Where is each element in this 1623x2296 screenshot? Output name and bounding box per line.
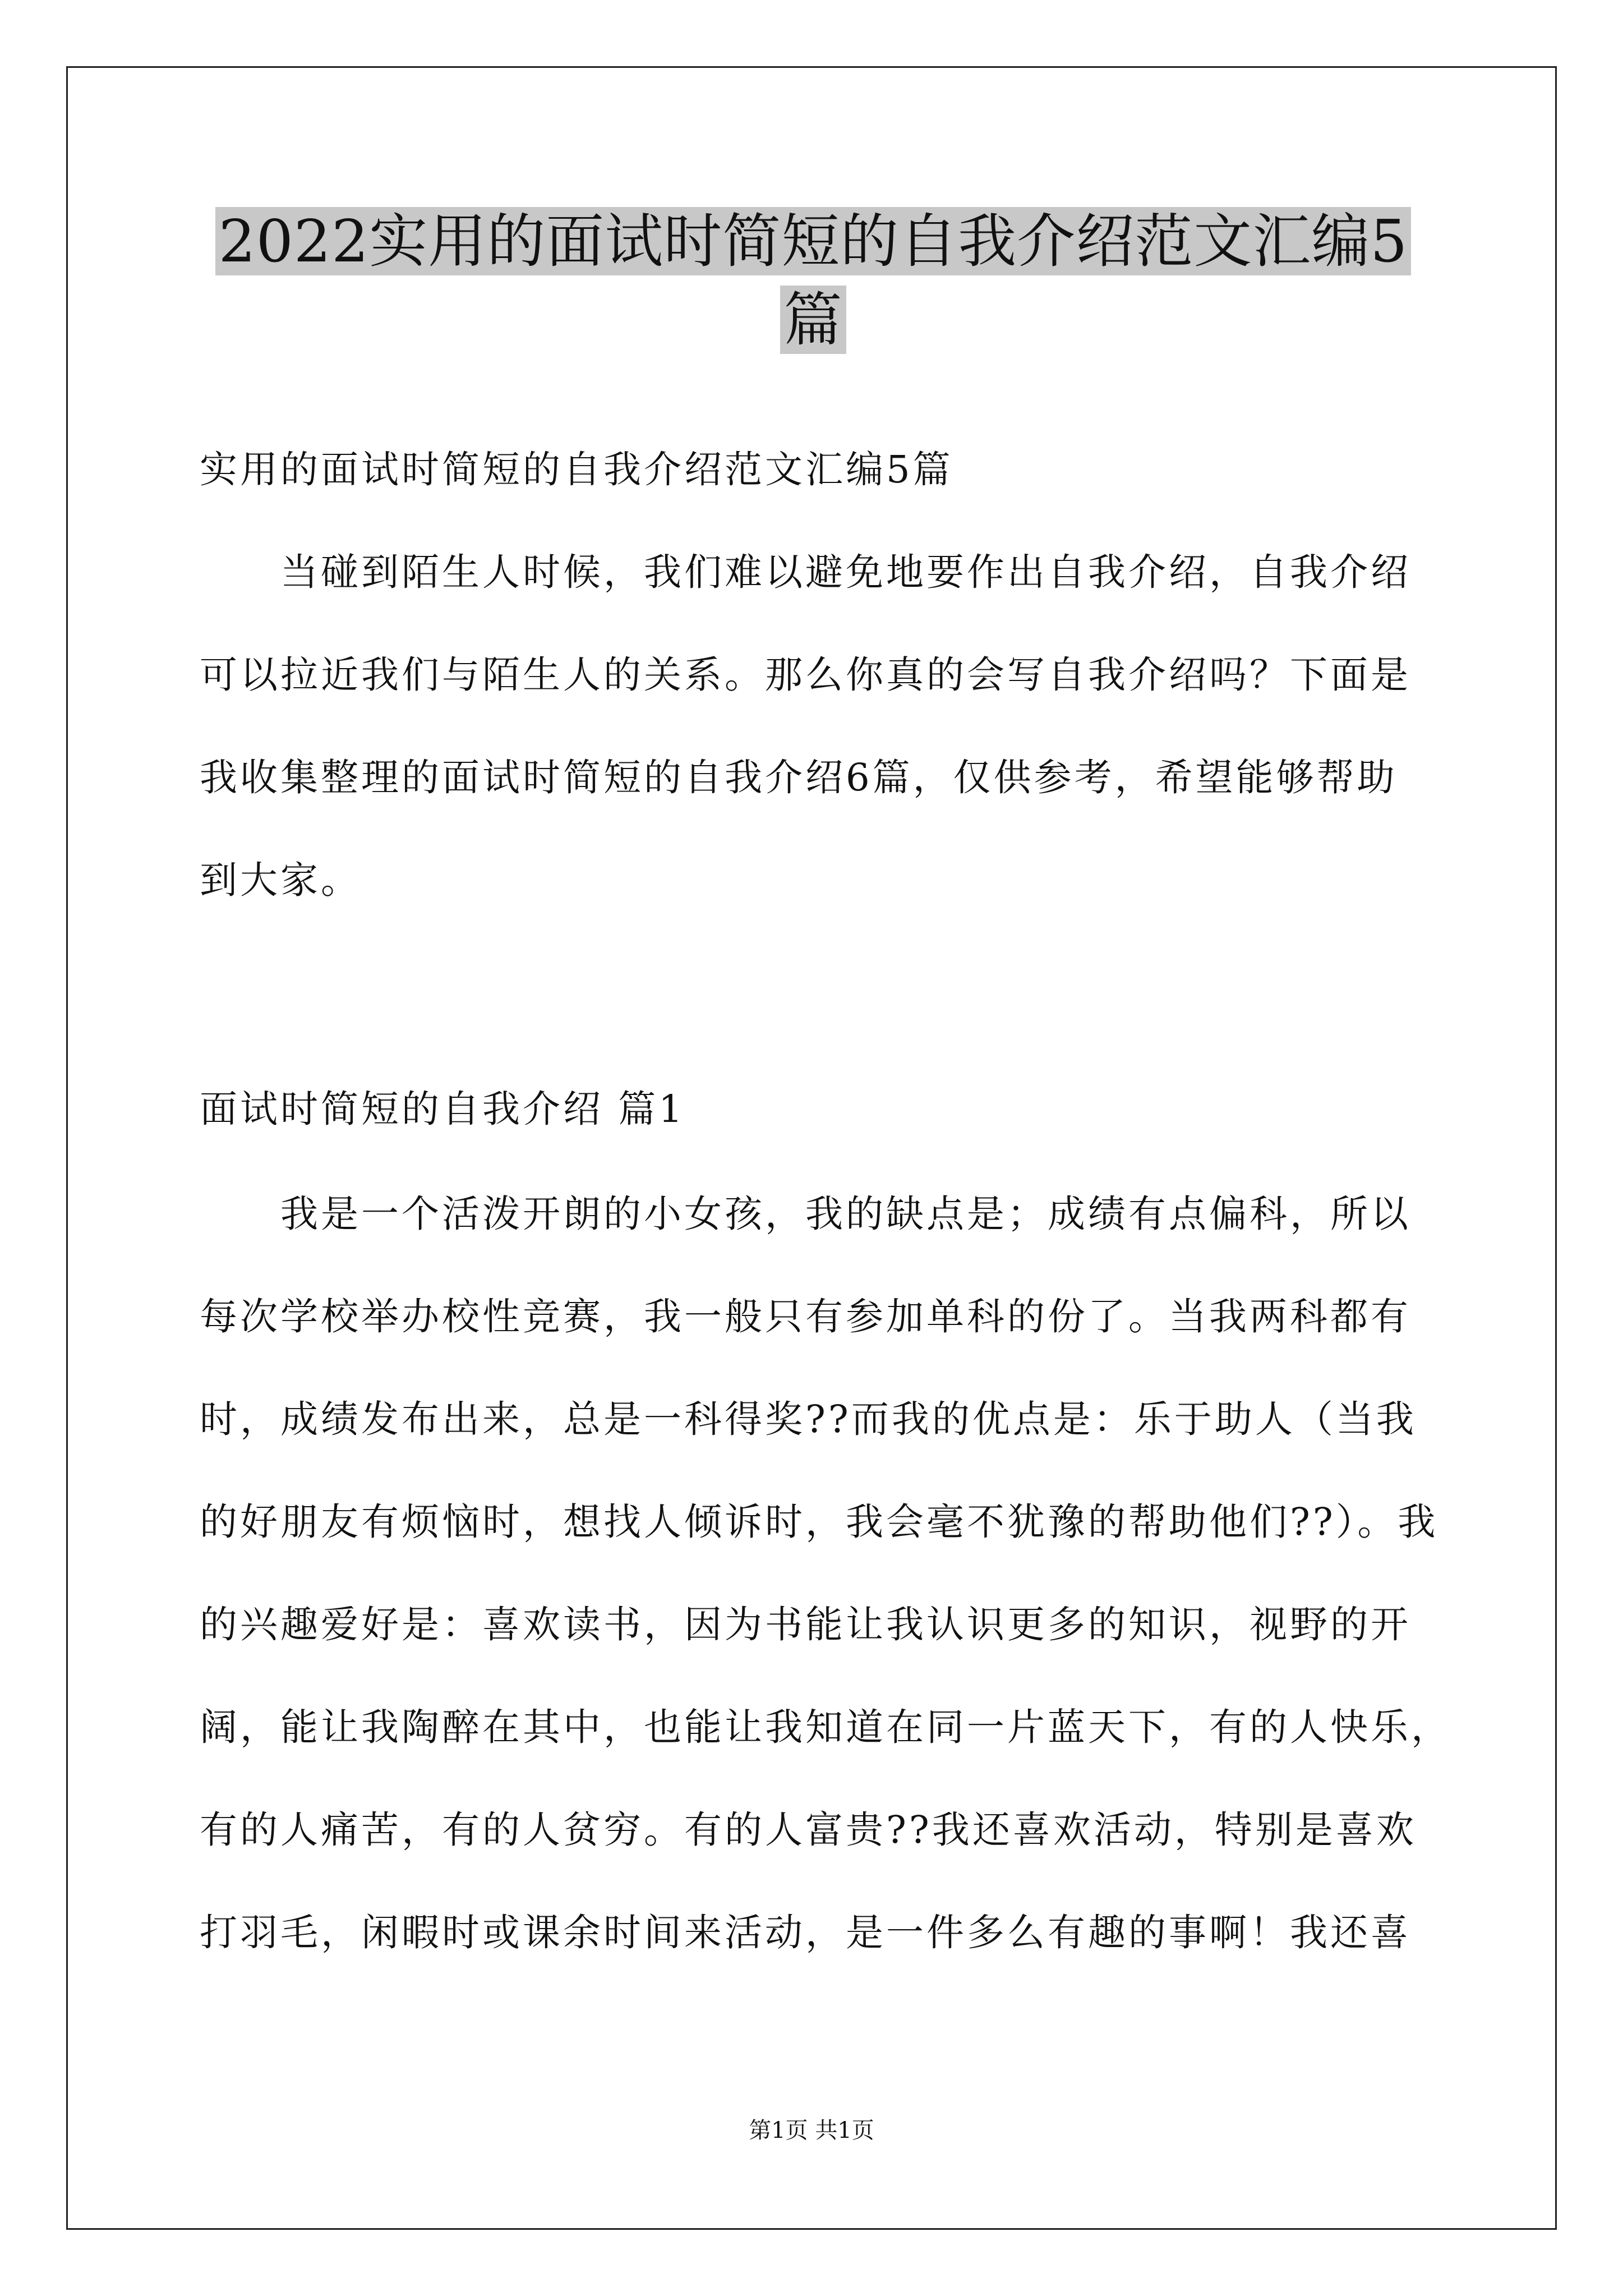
page-footer: 第1页 共1页 — [749, 2118, 874, 2143]
page-border — [66, 66, 1557, 2230]
intro-line-2: 可以拉近我们与陌生人的关系。那么你真的会写自我介绍吗？下面是 — [200, 653, 1411, 697]
body-line-7: 有的人痛苦，有的人贫穷。有的人富贵??我还喜欢活动，特别是喜欢 — [200, 1808, 1417, 1852]
body-line-6: 阔，能让我陶醉在其中，也能让我知道在同一片蓝天下，有的人快乐， — [200, 1705, 1451, 1749]
body-line-4: 的好朋友有烦恼时，想找人倾诉时，我会毫不犹豫的帮助他们??）。我 — [200, 1500, 1438, 1544]
body-line-5: 的兴趣爱好是：喜欢读书，因为书能让我认识更多的知识，视野的开 — [200, 1603, 1411, 1646]
section-heading: 面试时简短的自我介绍 篇1 — [200, 1087, 685, 1131]
title-line-2: 篇 — [780, 286, 846, 354]
intro-line-3: 我收集整理的面试时简短的自我介绍6篇，仅供参考，希望能够帮助 — [200, 756, 1398, 799]
body-line-2: 每次学校举办校性竞赛，我一般只有参加单科的份了。当我两科都有 — [200, 1295, 1411, 1338]
intro-line-4: 到大家。 — [200, 858, 361, 902]
intro-line-1: 当碰到陌生人时候，我们难以避免地要作出自我介绍，自我介绍 — [280, 550, 1411, 594]
body-line-1: 我是一个活泼开朗的小女孩，我的缺点是；成绩有点偏科，所以 — [280, 1192, 1411, 1236]
document-subtitle: 实用的面试时简短的自我介绍范文汇编5篇 — [200, 448, 953, 491]
body-line-3: 时，成绩发布出来，总是一科得奖??而我的优点是：乐于助人（当我 — [200, 1397, 1417, 1441]
body-line-8: 打羽毛，闲暇时或课余时间来活动，是一件多么有趣的事啊！我还喜 — [200, 1911, 1411, 1954]
title-line-1: 2022实用的面试时简短的自我介绍范文汇编5 — [215, 207, 1412, 275]
document-title — [202, 202, 1424, 359]
